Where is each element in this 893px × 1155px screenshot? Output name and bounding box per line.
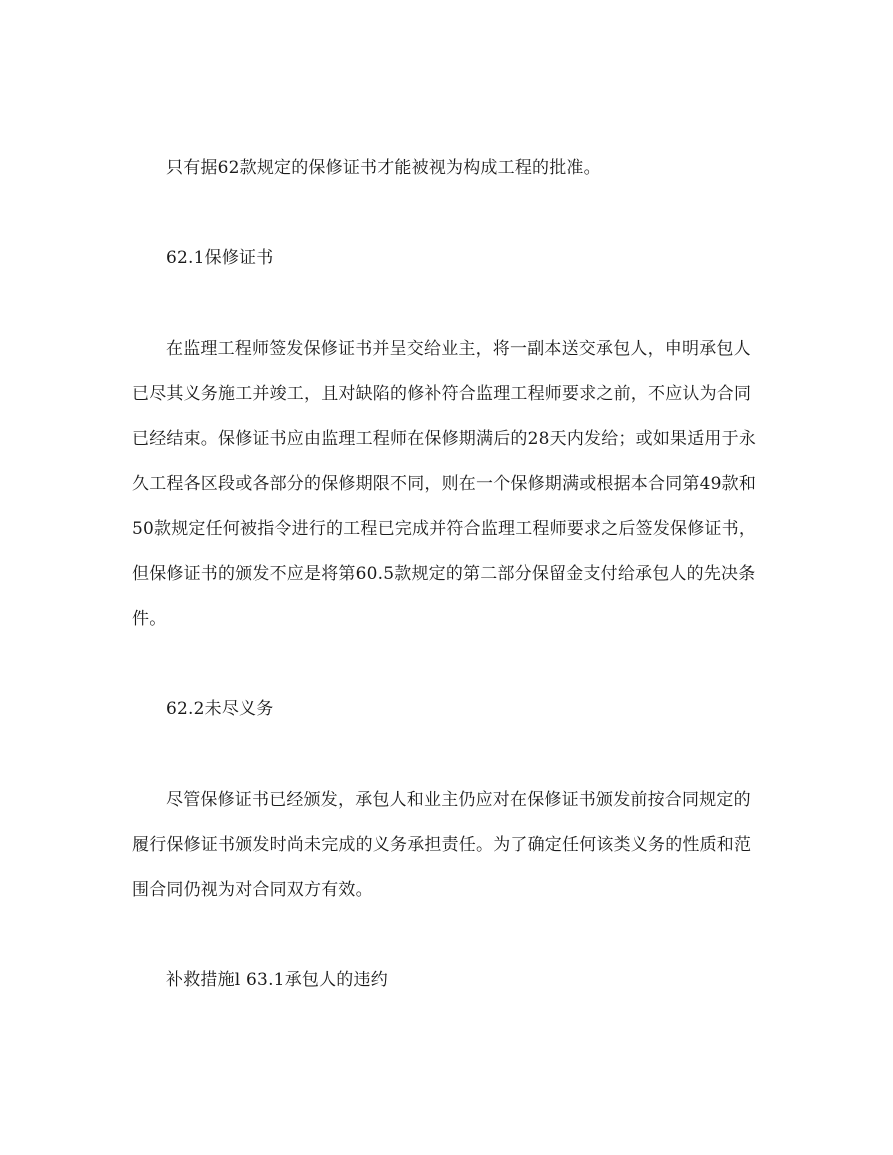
paragraph-approval: 只有据62款规定的保修证书才能被视为构成工程的批准。 — [166, 158, 601, 178]
paragraph-line: 50款规定任何被指令进行的工程已完成并符合监理工程师要求之后签发保修证书， — [132, 519, 757, 539]
paragraph-line: 已经结束。保修证书应由监理工程师在保修期满后的28天内发给；或如果适用于永 — [132, 429, 757, 449]
paragraph-line: 久工程各区段或各部分的保修期限不同，则在一个保修期满或根据本合同第49款和 — [132, 474, 757, 494]
paragraph-line: 尽管保修证书已经颁发，承包人和业主仍应对在保修证书颁发前按合同规定的 — [166, 790, 751, 810]
paragraph-line: 已尽其义务施工并竣工，且对缺陷的修补符合监理工程师要求之前，不应认为合同 — [132, 384, 752, 404]
paragraph-line: 履行保修证书颁发时尚未完成的义务承担责任。为了确定任何该类义务的性质和范 — [132, 835, 752, 855]
paragraph-line: 但保修证书的颁发不应是将第60.5款规定的第二部分保留金支付给承包人的先决条 — [132, 564, 756, 584]
heading-63-1: 补救措施l 63.1承包人的违约 — [166, 970, 388, 990]
heading-62-1: 62.1保修证书 — [166, 248, 274, 268]
heading-62-2: 62.2未尽义务 — [166, 699, 274, 719]
paragraph-line: 围合同仍视为对合同双方有效。 — [132, 880, 373, 900]
paragraph-line: 在监理工程师签发保修证书并呈交给业主，将一副本送交承包人，申明承包人 — [166, 339, 751, 359]
paragraph-line: 件。 — [132, 609, 167, 629]
